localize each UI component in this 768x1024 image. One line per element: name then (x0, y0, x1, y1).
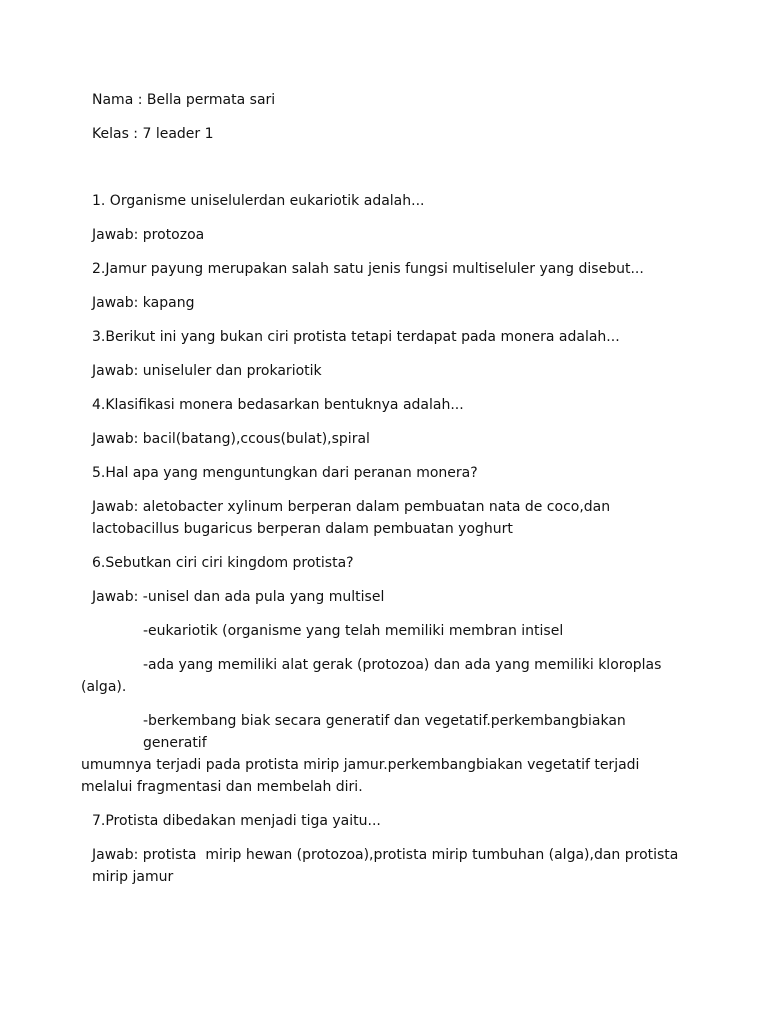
student-name: Nama : Bella permata sari (92, 92, 276, 108)
answer-1: Jawab: protozoa (92, 227, 205, 243)
answer-6-line-3b: (alga). (81, 679, 127, 695)
answer-6-line-4a: -berkembang biak secara generatif dan vegetatif.perkembangbiakan generatif (143, 713, 631, 751)
answer-6-line-4b: umumnya terjadi pada protista mirip jamur.perkembangbiakan vegetatif terjadi (81, 757, 640, 773)
question-1: 1. Organisme uniselulerdan eukariotik adalah... (92, 193, 425, 209)
student-class: Kelas : 7 leader 1 (92, 126, 214, 142)
document-body (81, 89, 692, 888)
question-7: 7.Protista dibedakan menjadi tiga yaitu... (92, 813, 381, 829)
question-3: 3.Berikut ini yang bukan ciri protista tetapi terdapat pada monera adalah... (92, 329, 620, 345)
answer-6-line-1: Jawab: -unisel dan ada pula yang multisel (92, 589, 385, 605)
question-2: 2.Jamur payung merupakan salah satu jenis fungsi multiseluler yang disebut... (92, 261, 644, 277)
answer-2: Jawab: kapang (92, 295, 195, 311)
answer-3: Jawab: uniseluler dan prokariotik (92, 363, 322, 379)
answer-6-line-3a: -ada yang memiliki alat gerak (protozoa) dan ada yang memiliki kloroplas (143, 657, 662, 673)
answer-7-line-2: mirip jamur (92, 869, 174, 885)
question-5: 5.Hal apa yang menguntungkan dari peranan monera? (92, 465, 478, 481)
answer-6-line-4c: melalui fragmentasi dan membelah diri. (81, 779, 363, 795)
answer-5-line-1: Jawab: aletobacter xylinum berperan dalam pembuatan nata de coco,dan (92, 499, 611, 515)
question-6: 6.Sebutkan ciri ciri kingdom protista? (92, 555, 354, 571)
answer-4: Jawab: bacil(batang),ccous(bulat),spiral (92, 431, 370, 447)
answer-7-line-1: Jawab: protista mirip hewan (protozoa),protista mirip tumbuhan (alga),dan protista (92, 847, 679, 863)
answer-5-line-2: lactobacillus bugaricus berperan dalam pembuatan yoghurt (92, 521, 513, 537)
question-4: 4.Klasifikasi monera bedasarkan bentuknya adalah... (92, 397, 464, 413)
answer-6-line-2: -eukariotik (organisme yang telah memiliki membran intisel (143, 623, 564, 639)
